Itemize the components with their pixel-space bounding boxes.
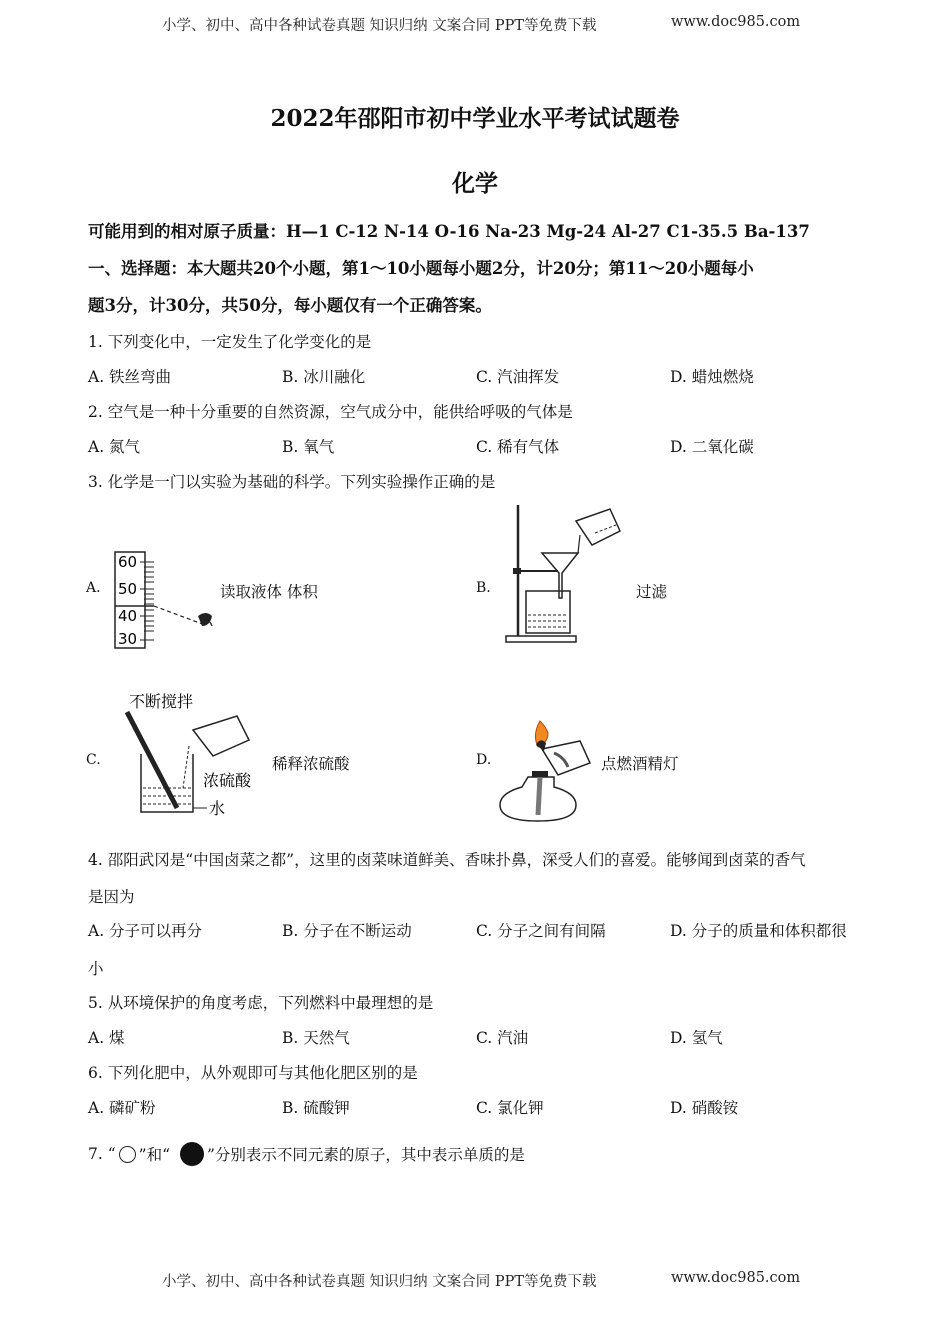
subject-title: 化学 — [452, 170, 498, 197]
q3-fig-b-letter[interactable]: B. — [476, 580, 491, 596]
q1-option-d[interactable]: D. 蜡烛燃烧 — [670, 368, 754, 386]
section1-line1: 一、选择题：本大题共20个小题，第1～10小题每小题2分，计20分；第11～20小题每小 — [88, 259, 754, 278]
q1-option-c[interactable]: C. 汽油挥发 — [476, 368, 560, 386]
scale-30: 30 — [118, 630, 138, 648]
question-2-stem: 2. 空气是一种十分重要的自然资源，空气成分中，能供给呼吸的气体是 — [88, 403, 573, 421]
page-header-url[interactable]: www.doc985.com — [671, 14, 801, 30]
q3-fig-d-letter[interactable]: D. — [476, 752, 492, 768]
question-5-stem: 5. 从环境保护的角度考虑，下列燃料中最理想的是 — [88, 994, 434, 1012]
q2-option-b[interactable]: B. 氧气 — [282, 438, 335, 456]
q7-prefix: 7. “ — [88, 1145, 116, 1163]
dilute-acid-figure — [115, 690, 265, 820]
question-6-stem: 6. 下列化肥中，从外观即可与其他化肥区别的是 — [88, 1064, 418, 1082]
filled-circle-atom-icon — [180, 1142, 204, 1166]
q4-option-d-wrap: 小 — [88, 960, 104, 978]
q2-option-c[interactable]: C. 稀有气体 — [476, 438, 560, 456]
q3-fig-b-caption: 过滤 — [636, 583, 668, 601]
question-7-stem — [88, 1142, 525, 1166]
q2-option-d[interactable]: D. 二氧化碳 — [670, 438, 754, 456]
q7-mid: ”和“ — [138, 1146, 170, 1164]
page-header-text: 小学、初中、高中各种试卷真题 知识归纳 文案合同 PPT等免费下载 — [162, 18, 597, 34]
water-label: 水 — [209, 799, 226, 818]
q4-option-d[interactable]: D. 分子的质量和体积都很 — [670, 922, 847, 940]
q5-option-a[interactable]: A. 煤 — [88, 1029, 125, 1047]
q6-option-c[interactable]: C. 氯化钾 — [476, 1099, 544, 1117]
stir-label: 不断搅拌 — [129, 692, 194, 711]
alcohol-lamp-figure — [498, 715, 600, 825]
q3-fig-c-caption: 稀释浓硫酸 — [272, 755, 350, 773]
question-4-stem-line1: 4. 邵阳武冈是“中国卤菜之都”，这里的卤菜味道鲜美、香味扑鼻，深受人们的喜爱。能够闻到卤菜的香气 — [88, 851, 806, 869]
exam-title: 2022年邵阳市初中学业水平考试试题卷 — [270, 105, 680, 132]
q5-option-c[interactable]: C. 汽油 — [476, 1029, 529, 1047]
q4-option-b[interactable]: B. 分子在不断运动 — [282, 922, 412, 940]
q5-option-d[interactable]: D. 氢气 — [670, 1029, 723, 1047]
q6-option-b[interactable]: B. 硫酸钾 — [282, 1099, 350, 1117]
scale-40: 40 — [118, 607, 138, 625]
acid-label: 浓硫酸 — [203, 771, 252, 790]
q1-option-a[interactable]: A. 铁丝弯曲 — [88, 368, 172, 386]
scale-60: 60 — [118, 553, 138, 571]
q7-suffix: ”分别表示不同元素的原子，其中表示单质的是 — [207, 1146, 525, 1164]
q3-fig-d-caption: 点燃酒精灯 — [601, 755, 679, 773]
q5-option-b[interactable]: B. 天然气 — [282, 1029, 350, 1047]
q3-fig-a-caption: 读取液体 体积 — [220, 583, 318, 601]
q6-option-d[interactable]: D. 硝酸铵 — [670, 1099, 739, 1117]
q4-option-c[interactable]: C. 分子之间有间隔 — [476, 922, 606, 940]
question-4-stem-line2: 是因为 — [88, 888, 135, 906]
q3-fig-a-letter[interactable]: A. — [86, 580, 101, 596]
filtration-figure — [500, 503, 630, 648]
page-footer-url[interactable]: www.doc985.com — [671, 1270, 801, 1286]
question-1-stem: 1. 下列变化中，一定发生了化学变化的是 — [88, 333, 372, 351]
atomic-masses: 可能用到的相对原子质量：H—1 C-12 N-14 O-16 Na-23 Mg-24 Al-27 C1-35.5 Ba-137 — [88, 222, 810, 241]
scale-50: 50 — [118, 580, 138, 598]
q4-option-a[interactable]: A. 分子可以再分 — [88, 922, 203, 940]
graduated-cylinder-figure — [110, 548, 230, 653]
eye-icon — [198, 613, 212, 626]
question-3-stem: 3. 化学是一门以实验为基础的科学。下列实验操作正确的是 — [88, 473, 496, 491]
q1-option-b[interactable]: B. 冰川融化 — [282, 368, 366, 386]
page-footer-text: 小学、初中、高中各种试卷真题 知识归纳 文案合同 PPT等免费下载 — [162, 1274, 597, 1290]
q6-option-a[interactable]: A. 磷矿粉 — [88, 1099, 156, 1117]
q3-fig-c-letter[interactable]: C. — [86, 752, 101, 768]
open-circle-atom-icon — [119, 1146, 136, 1163]
q2-option-a[interactable]: A. 氮气 — [88, 438, 141, 456]
section1-line2: 题3分，计30分，共50分，每小题仅有一个正确答案。 — [88, 296, 492, 315]
